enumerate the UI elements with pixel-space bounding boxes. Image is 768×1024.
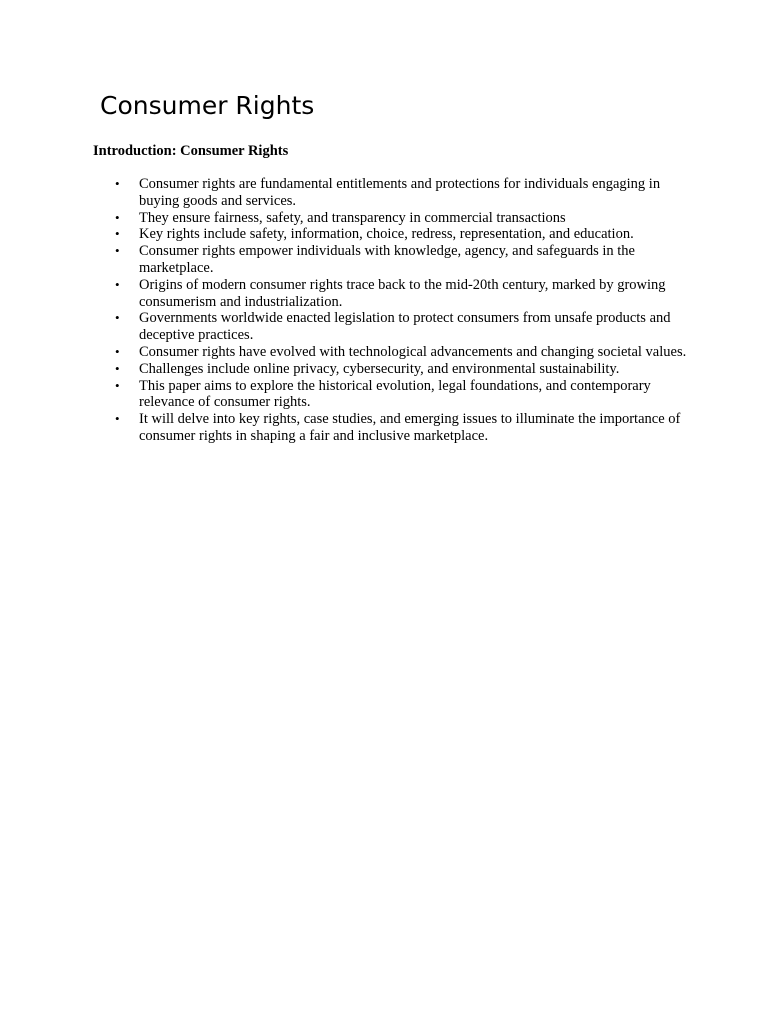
list-item [93,378,693,412]
list-item [93,226,693,243]
bullet-icon: • [115,226,120,242]
list-item-text: Governments worldwide enacted legislation to protect consumers from unsafe products and deceptive practices. [139,310,671,344]
list-item [93,310,693,344]
document-title: Consumer Rights [100,91,315,120]
bullet-icon: • [115,360,120,376]
list-item-text: Challenges include online privacy, cybersecurity, and environmental sustainability. [139,360,620,377]
list-item [93,344,693,361]
bullet-icon: • [115,343,120,359]
list-item [93,411,693,445]
list-item-text: This paper aims to explore the historical evolution, legal foundations, and contemporary relevance of consumer rights. [139,377,651,411]
bullet-icon: • [115,276,120,292]
list-item-text: Consumer rights empower individuals with knowledge, agency, and safeguards in the marketplace. [139,243,635,276]
list-item [93,277,693,311]
list-item-text: It will delve into key rights, case studies, and emerging issues to illuminate the importance of consumer rights in shaping a fair and inclusive marketplace. [139,411,681,444]
bullet-icon: • [115,243,120,259]
list-item-text: Key rights include safety, information, choice, redress, representation, and education. [139,226,634,243]
list-item-text: Consumer rights have evolved with technological advancements and changing societal values. [139,343,687,360]
list-item-text: They ensure fairness, safety, and transparency in commercial transactions [139,209,566,226]
list-item [93,243,693,277]
bullet-icon: • [115,209,120,225]
list-item-text: Consumer rights are fundamental entitlements and protections for individuals engaging in buying goods and services. [139,176,661,209]
list-item-text: Origins of modern consumer rights trace back to the mid-20th century, marked by growing consumerism and industrialization. [139,276,666,310]
bullet-icon: • [115,310,120,326]
list-item [93,210,693,227]
bullet-icon: • [115,411,120,427]
bullet-icon: • [115,377,120,393]
bullet-list [93,176,693,445]
list-item [93,361,693,378]
bullet-icon: • [115,176,120,191]
list-item [93,176,693,210]
section-heading: Introduction: Consumer Rights [93,143,289,159]
